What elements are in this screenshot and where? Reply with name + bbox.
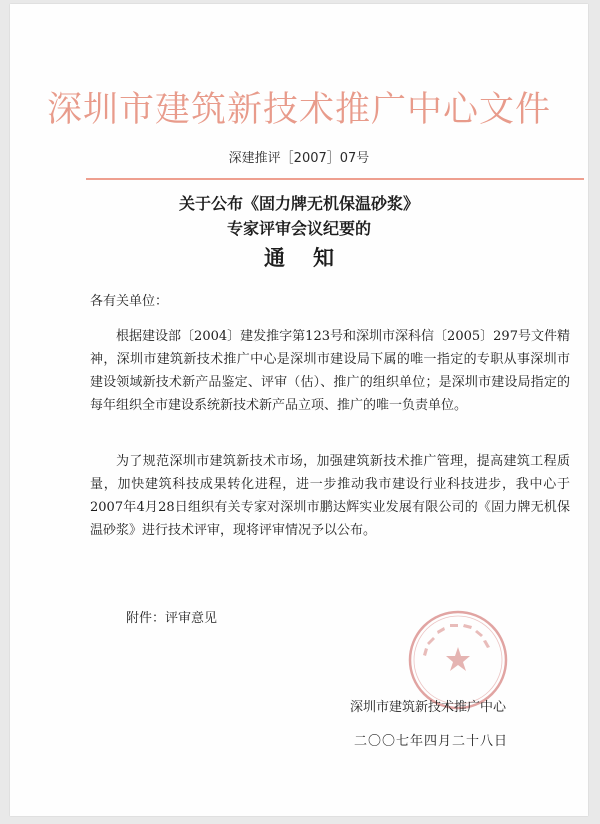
- signing-organization: 深圳市建筑新技术推广中心: [350, 700, 507, 715]
- notice-title-line-2: 专家评审会议纪要的: [226, 219, 371, 238]
- body-paragraph-1: 根据建设部〔2004〕建发推字第123号和深圳市深科信〔2005〕297号文件精神，深圳市建筑新技术推广中心是深圳市建设局下属的唯一指定的专职从事深圳市建设领域新技术新产品鉴定、评审（估）、推广的组织单位；是深圳市建设局指定的每年组织全市建设系统新技术新产品立项、推广的唯一负责单位。: [90, 329, 570, 413]
- document-number: 深建推评［2007］07号: [228, 151, 370, 166]
- document-page: [10, 4, 588, 816]
- body-paragraph-2: 为了规范深圳市建筑新技术市场，加强建筑新技术推广管理，提高建筑工程质量，加快建筑科技成果转化进程，进一步推动我市建设行业科技进步，我中心于2007年4月28日组织有关专家对深圳市鹏达辉实业发展有限公司的《固力牌无机保温砂浆》进行技术评审，现将评审情况予以公布。: [90, 454, 570, 538]
- header-divider: [86, 178, 584, 180]
- salutation: 各有关单位：: [90, 294, 169, 309]
- official-seal-stamp: [407, 609, 509, 711]
- signing-date: 二〇〇七年四月二十八日: [354, 734, 509, 749]
- notice-title-line-1: 关于公布《固力牌无机保温砂浆》: [178, 194, 419, 213]
- notice-title-line-3: 通知: [264, 245, 362, 270]
- document-header-title: 深圳市建筑新技术推广中心文件: [46, 90, 551, 130]
- attachment-note: 附件：评审意见: [126, 611, 218, 626]
